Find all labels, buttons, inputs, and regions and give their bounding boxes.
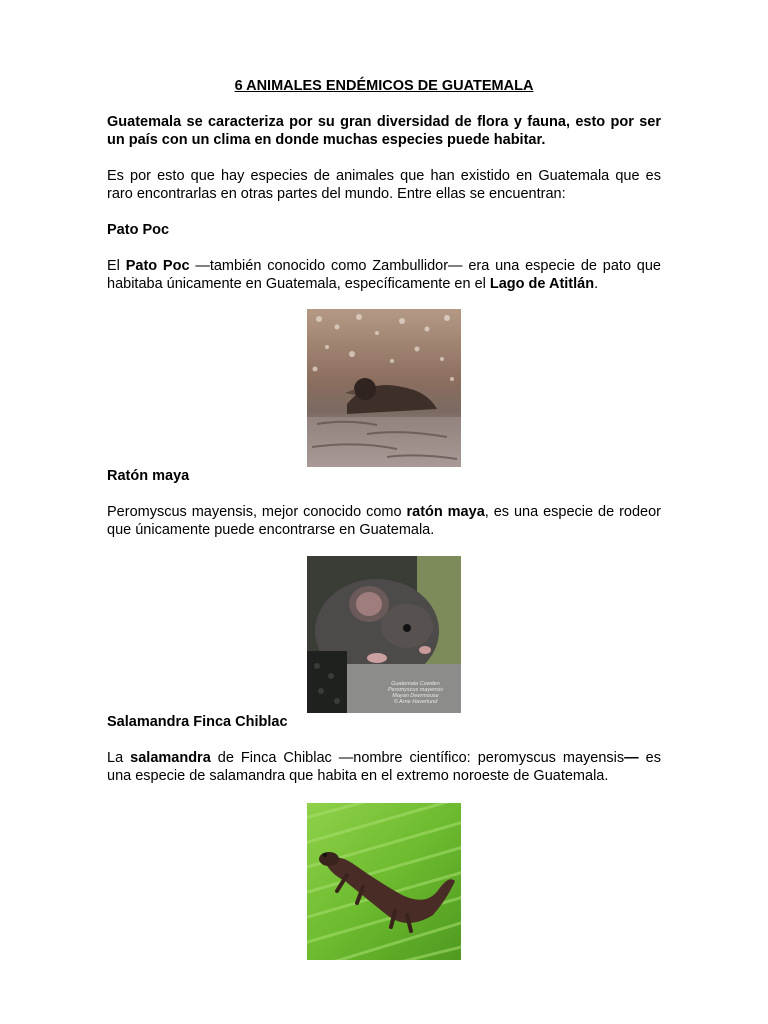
text-run: de Finca Chiblac —nombre científico: peromyscus mayensis <box>210 750 625 766</box>
watermark-line: © Arne Haverlund <box>393 699 438 705</box>
section-paragraph-pato-poc <box>107 257 661 293</box>
section-heading-raton-maya: Ratón maya <box>107 468 190 484</box>
bold-term: — <box>624 750 639 766</box>
mouse-photo <box>307 556 461 713</box>
bold-term: Pato Poc <box>125 258 190 274</box>
text-run: , es una especie de rodeor que únicamente puede encontrarse en Guatemala. <box>107 504 661 538</box>
page-title: 6 ANIMALES ENDÉMICOS DE GUATEMALA <box>234 78 534 94</box>
intro2-paragraph: Es por esto que hay especies de animales que han existido en Guatemala que es raro encontrarlas en otras partes del mundo. Entre ellas se encuentran: <box>107 168 661 202</box>
text-run: El <box>107 258 126 274</box>
text-run: Peromyscus mayensis, mejor conocido como <box>107 504 407 520</box>
watermark-line: Mayan Deermouse <box>392 693 439 699</box>
text-run: es una especie de salamandra que habita en el extremo noroeste de Guatemala. <box>107 750 661 784</box>
duck-photo <box>307 309 461 467</box>
bold-term: ratón maya <box>406 504 485 520</box>
salamander-photo <box>307 803 461 960</box>
text-run: La <box>107 750 131 766</box>
watermark-line: Guatemala Cowden <box>391 681 440 687</box>
section-heading-salamandra: Salamandra Finca Chiblac <box>107 714 288 730</box>
section-paragraph-salamandra <box>107 749 661 785</box>
section-paragraph-raton-maya <box>107 503 661 539</box>
text-run: . <box>594 276 599 292</box>
watermark-line: Peromyscus mayensis <box>387 687 443 693</box>
section-heading-pato-poc: Pato Poc <box>107 222 170 238</box>
photo-watermark <box>388 681 443 705</box>
intro-paragraph: Guatemala se caracteriza por su gran diversidad de flora y fauna, esto por ser un país con un clima en donde muchas especies puede habitar. <box>107 114 661 148</box>
text-run: —también conocido como Zambullidor— era una especie de pato que habitaba únicamente en Guatemala, específicamente en el <box>107 258 662 292</box>
bold-term: salamandra <box>130 750 211 766</box>
bold-term: Lago de Atitlán <box>489 276 595 292</box>
